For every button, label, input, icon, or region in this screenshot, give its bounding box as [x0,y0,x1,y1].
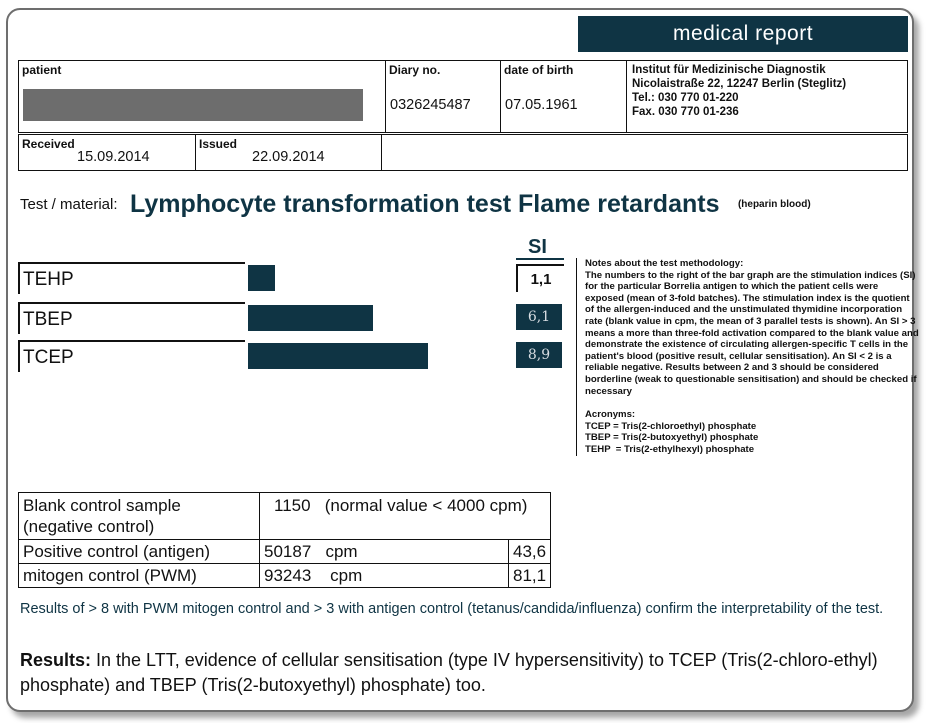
patient-label: patient [22,63,62,77]
mitogen-control-si: 81,1 [509,564,551,588]
dates-table [18,134,908,171]
received-value: 15.09.2014 [77,149,150,165]
bar-tehp [248,265,275,291]
controls-table [18,492,551,588]
bar-tcep [248,343,428,369]
si-header: SI [528,236,547,258]
methodology-notes [576,258,919,456]
positive-control-label: Positive control (antigen) [19,540,260,564]
test-material-line [20,190,811,219]
diary-label: Diary no. [389,63,441,77]
sample-type: (heparin blood) [737,199,811,210]
institute-address: Institut für Medizinische Diagnostik Nicolaistraße 22, 12247 Berlin (Steglitz) Tel.: 030 770 01-220 Fax. 030 770 01-236 [632,64,847,118]
positive-control-cpm: 50187 cpm [260,540,509,564]
substance-label-tehp: TEHP [18,262,245,294]
acronym-tbep: TBEP = Tris(2-butoxyethyl) phosphate [585,432,759,444]
diary-value: 0326245487 [390,97,471,113]
acronyms-title: Acronyms: [585,409,636,421]
si-value-tehp: 1,1 [516,264,564,292]
institute-cell [627,61,908,133]
positive-control-si: 43,6 [509,540,551,564]
issued-value: 22.09.2014 [252,149,325,165]
received-label: Received [22,137,75,151]
si-value-tcep: 8,9 [516,342,562,368]
bar-tbep [248,305,373,331]
notes-title: Notes about the test methodology: [585,258,744,269]
mitogen-control-cpm: 93243 cpm [260,564,509,588]
issued-label: Issued [199,137,238,151]
results-text: In the LTT, evidence of cellular sensitisation (type IV hypersensitivity) to TCEP (Tris(2-chloro-ethyl) phosphate) and TBEP (Tris(2-butoxyethyl) phosphate) too. [20,650,878,695]
si-value-tbep: 6,1 [516,304,562,330]
diary-cell [386,61,501,133]
notes-body: The numbers to the right of the bar graph are the stimulation indices (SI) for the particular Borrelia antigen to which the patient cells were exposed (mean of 3-fold batches). The stimulation index is the quotient of the allergen-induced and the unstimulated thymidine incorporation rate (blank value in cpm, the mean of 3 parallel tests is shown). An SI > 3 means a more than three-fold activation compared to the blank value and demonstrate the existence of circulating allergen-specific T cells in the patient's blood (positive result, cellular sensitisation). An SI < 2 is a reliable negative. Results between 2 and 3 should be considered borderline (weak to questionable sensitisation) and should be checked if necessary [585,269,919,397]
issued-cell [196,135,382,171]
si-underline [516,258,564,260]
results-label: Results: [20,650,92,670]
test-material-label: Test / material: [20,196,118,213]
dob-cell [501,61,627,133]
mitogen-control-label: mitogen control (PWM) [19,564,260,588]
substance-label-tbep: TBEP [18,302,245,334]
substance-label-tcep: TCEP [18,340,245,372]
test-title: Lymphocyte transformation test Flame retardants [129,190,720,218]
blank-control-label: Blank control sample (negative control) [19,493,260,540]
dob-label: date of birth [504,63,574,77]
received-cell [19,135,196,171]
interpretation-note: Results of > 8 with PWM mitogen control and > 3 with antigen control (tetanus/candida/influenza) confirm the interpretability of the test. [20,601,884,617]
patient-cell [19,61,386,133]
acronym-tcep: TCEP = Tris(2-chloroethyl) phosphate [585,420,757,432]
report-banner: medical report [578,16,908,52]
patient-name-redacted [23,89,363,121]
blank-control-value: 1150 (normal value < 4000 cpm) [260,493,551,540]
results-summary [20,648,910,698]
dob-value: 07.05.1961 [505,97,578,113]
header-table [18,60,908,133]
acronym-tehp: TEHP = Tris(2-ethylhexyl) phosphate [585,443,755,455]
blank-cell [382,135,908,171]
